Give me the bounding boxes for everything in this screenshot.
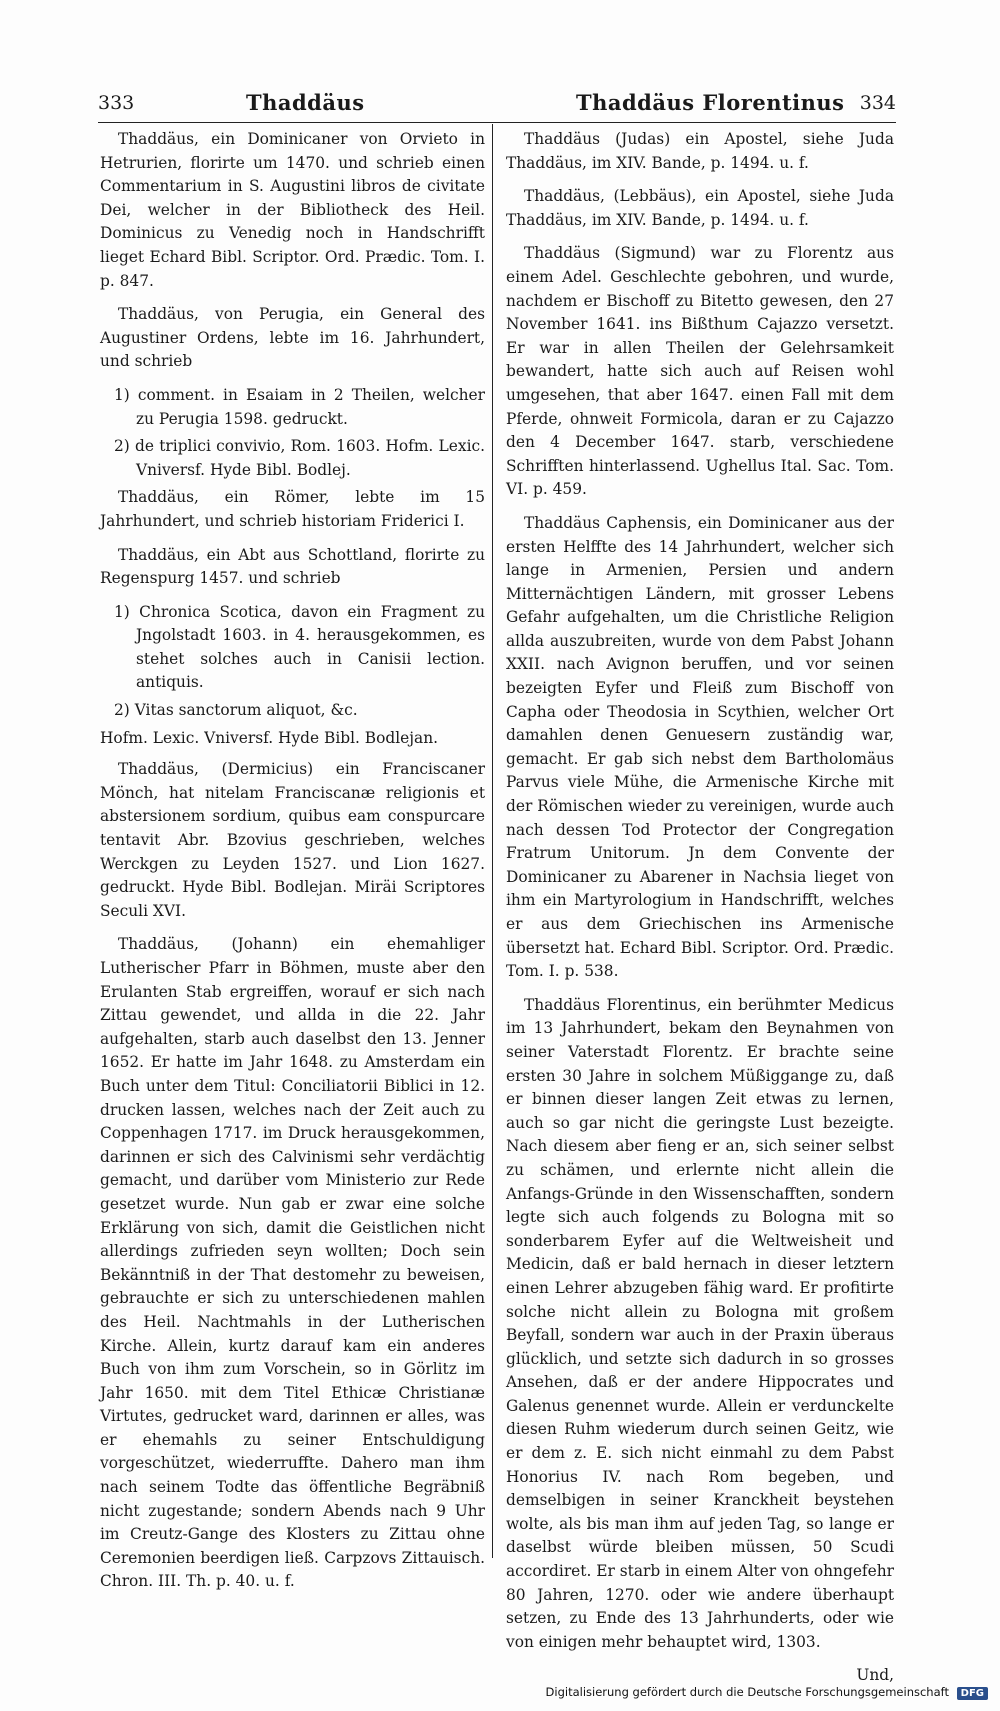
perugia-work-1: 1) comment. in Esaiam in 2 Theilen, welcher zu Perugia 1598. gedruckt. xyxy=(114,385,485,428)
dfg-logo: DFG xyxy=(957,1687,988,1700)
page-number-left: 333 xyxy=(98,92,135,114)
entry-thaddaeus-abt: Thaddäus, ein Abt aus Schottland, florirte zu Regenspurg 1457. und schrieb xyxy=(100,545,485,588)
column-divider xyxy=(492,124,493,1558)
entry-thaddaeus-roemer: Thaddäus, ein Römer, lebte im 15 Jahrhundert, und schrieb historiam Friderici I. xyxy=(100,488,485,530)
abt-work-1: 1) Chronica Scotica, davon ein Fragment zu Jngolstadt 1603. in 4. herausgekommen, es stehet solches auch in Canisii lection. antiquis. xyxy=(114,602,485,692)
running-head-right: Thaddäus Florentinus xyxy=(576,90,845,115)
entry-thaddaeus-perugia: Thaddäus, von Perugia, ein General des Augustiner Ordens, lebte im 16. Jahrhundert, und schrieb xyxy=(100,305,485,371)
left-column xyxy=(100,128,485,1591)
footer-text: Digitalisierung gefördert durch die Deutsche Forschungsgemeinschaft xyxy=(545,1685,949,1699)
running-head-left: Thaddäus xyxy=(246,90,365,115)
entry-thaddaeus-florentinus: Thaddäus Florentinus, ein berühmter Medicus im 13 Jahrhundert, bekam den Beynahmen von seiner Vaterstadt Florentz. Er brachte seine ersten 30 Jahre in solchem Müßiggange zu, daß er binnen dieser langen Zeit etwas zu lernen, auch so gar nicht die geringste Lust bezeigte. Nach diesem aber fieng er an, sich seiner selbst zu schämen, und erlernte nicht allein die Anfangs-Gründe in den Wissenschafften, sondern legte sich auch folgends zu Bologna mit so sonderbarem Eyfer auf die Weltweisheit und Medicin, daß er bald hernach in dieser letztern einen Lehrer abzugeben fähig ward. Er profitirte solche nicht allein zu Bologna mit großem Beyfall, sondern war auch in der Praxin überaus glücklich, und setzte sich dadurch in so grosses Ansehen, daß er der andere Hippocrates und Galenus genennet wurde. Allein er verdunckelte diesen Ruhm wiederum durch seinen Geitz, wie er dem z. E. sich nicht einmahl zu dem Pabst Honorius IV. nach Rom begeben, und demselbigen in seiner Kranckheit beystehen wolte, als bis man ihm auf jeden Tag, so lange er daselbst würde bleiben müssen, 50 Scudi accordiret. Er starb in einem Alter von ohngefehr 80 Jahren, 1270. oder wie andere überhaupt setzen, zu Ende des 13 Jahrhunderts, oder wie von einigen mehr behauptet wird, 1303. xyxy=(506,995,894,1651)
abt-references: Hofm. Lexic. Vniversf. Hyde Bibl. Bodlejan. xyxy=(100,728,439,747)
header-rule xyxy=(98,122,896,123)
entry-thaddaeus-sigmund: Thaddäus (Sigmund) war zu Florentz aus einem Adel. Geschlechte gebohren, und wurde, nachdem er Bischoff zu Bitetto gewesen, den 27 November 1641. ins Bißthum Cajazzo versetzt. Er war in allen Theilen der Gelehrsamkeit bewandert, hatte sich auch auf Reisen wohl umgesehen, that aber 1647. einen Fall mit dem Pferde, ohnweit Formicola, daran er zu Cajazzo den 4 December 1647. starb, verschiedene Schrifften hinterlassend. Ughellus Ital. Sac. Tom. VI. p. 459. xyxy=(506,244,894,499)
entry-thaddaeus-johann: Thaddäus, (Johann) ein ehemahliger Lutherischer Pfarr in Böhmen, muste aber den Erulanten Stab ergreiffen, worauf er sich nach Zittau gewendet, und allda in die 22. Jahr aufgehalten, starb auch daselbst den 13. Jenner 1652. Er hatte im Jahr 1648. zu Amsterdam ein Buch unter dem Titul: Conciliatorii Biblici in 12. drucken lassen, welches nach der Zeit auch zu Coppenhagen 1717. im Druck herausgekommen, darinnen er sich des Calvinismi sehr verdächtig gemacht, und darüber vom Ministerio zur Rede gesetzet wurde. Nun gab er zwar eine solche Erklärung von sich, damit die Geistlichen nicht allerdings zufrieden seyn wollten; Doch sein Bekänntniß in der That destomehr zu beweisen, gebrauchte er sich zu unterschiedenen mahlen des Heil. Nachtmahls in der Lutherischen Kirche. Allein, kurtz darauf kam ein anderes Buch von ihm zum Vorschein, so in Görlitz im Jahr 1650. mit dem Titel Ethicæ Christianæ Virtutes, gedrucket ward, darinnen er alles, was er ehemahls zu seiner Entschuldigung vorgeschützet, wiederruffte. Dahero man ihm nach seinem Todte das öffentliche Begräbniß nicht zugestande; sondern Abends nach 9 Uhr im Creutz-Gange des Klosters zu Zittau ohne Ceremonien beerdigen ließ. Carpzovs Zittauisch. Chron. III. Th. p. 40. u. f. xyxy=(100,935,485,1591)
page-number-right: 334 xyxy=(859,92,896,114)
page-header xyxy=(98,92,896,122)
perugia-work-2: 2) de triplici convivio, Rom. 1603. Hofm. Lexic. Vniversf. Hyde Bibl. Bodlej. xyxy=(114,437,485,479)
footer-credit xyxy=(546,1685,988,1700)
entry-thaddaeus-dermicius: Thaddäus, (Dermicius) ein Franciscaner Mönch, hat nitelam Franciscanæ religionis et abstersionem sordium, quibus eam conspurcare tentavit Abr. Bzovius geschrieben, welches Werckgen zu Leyden 1527. und Lion 1627. gedruckt. Hyde Bibl. Bodlejan. Miräi Scriptores Seculi XVI. xyxy=(100,760,485,920)
right-column xyxy=(506,128,894,1685)
entry-thaddaeus-lebbaeus: Thaddäus, (Lebbäus), ein Apostel, siehe Juda Thaddäus, im XIV. Bande, p. 1494. u. f. xyxy=(506,187,894,229)
entry-thaddaeus-judas: Thaddäus (Judas) ein Apostel, siehe Juda Thaddäus, im XIV. Bande, p. 1494. u. f. xyxy=(506,130,894,172)
catchword: Und, xyxy=(856,1666,894,1685)
abt-work-2: 2) Vitas sanctorum aliquot, &c. xyxy=(114,701,358,720)
entry-thaddaeus-orvieto: Thaddäus, ein Dominicaner von Orvieto in Hetrurien, florirte um 1470. und schrieb einen Commentarium in S. Augustini libros de civitate Dei, welcher in der Bibliotheck des Heil. Dominicus zu Venedig noch in Handschrifft lieget Echard Bibl. Scriptor. Ord. Prædic. Tom. I. p. 847. xyxy=(100,130,485,290)
entry-thaddaeus-caphensis: Thaddäus Caphensis, ein Dominicaner aus der ersten Helffte des 14 Jahrhundert, welcher sich lange in Armenien, Persien und andern Mitternächtigen Ländern, mit grosser Lebens Gefahr aufgehalten, um die Christliche Religion allda auszubreiten, wurde von dem Pabst Johann XXII. nach Avignon beruffen, und vor seinen bezeigten Eyfer und Fleiß zum Bischoff von Capha oder Theodosia in Scythien, welcher Ort damahlen denen Genuesern zuständig war, gemacht. Er gab sich nebst dem Bartholomäus Parvus viele Mühe, die Armenische Kirche mit der Römischen wieder zu vereinigen, wurde auch nach dessen Tod Protector der Congregation Fratrum Unitorum. Jn dem Convente der Dominicaner zu Abarener in Nachsia lieget von ihm ein Martyrologium in Handschrifft, welches er aus dem Griechischen ins Armenische übersetzt hat. Echard Bibl. Scriptor. Ord. Prædic. Tom. I. p. 538. xyxy=(506,513,894,981)
